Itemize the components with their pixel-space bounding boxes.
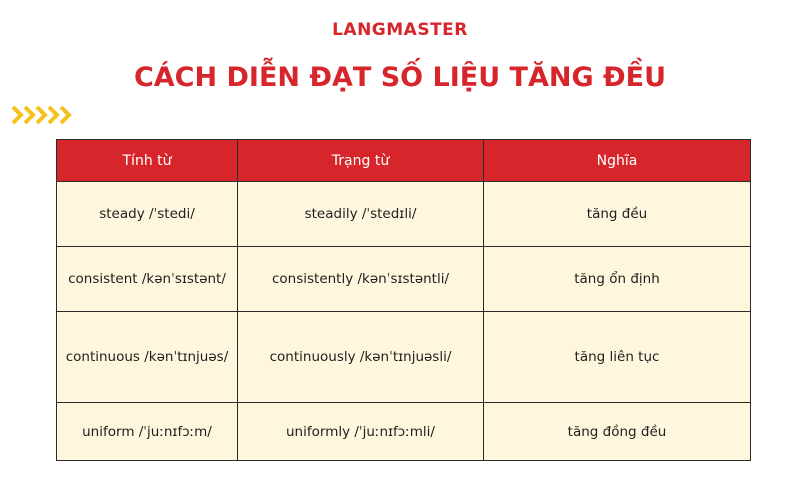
header-adverb: Trạng từ (238, 140, 484, 182)
page-title: CÁCH DIỄN ĐẠT SỐ LIỆU TĂNG ĐỀU (133, 62, 667, 93)
double-chevron-right-icon (10, 104, 74, 126)
table-row (57, 312, 751, 403)
header-meaning: Nghĩa (484, 140, 751, 182)
brand-logo: LANGMASTER (332, 20, 468, 40)
header-adjective: Tính từ (57, 140, 238, 182)
cell-adverb: uniformly /ˈjuːnɪfɔːmli/ (238, 403, 484, 461)
table-header-row (57, 140, 751, 182)
table-row (57, 403, 751, 461)
cell-adjective: steady /ˈstedi/ (57, 182, 238, 247)
cell-meaning: tăng liên tục (484, 312, 751, 403)
cell-adjective: uniform /ˈjuːnɪfɔːm/ (57, 403, 238, 461)
table-row (57, 182, 751, 247)
cell-meaning: tăng đều (484, 182, 751, 247)
cell-adjective: continuous /kənˈtɪnjuəs/ (57, 312, 238, 403)
cell-adverb: consistently /kənˈsɪstəntli/ (238, 247, 484, 312)
vocabulary-table (56, 139, 750, 461)
cell-meaning: tăng đồng đều (484, 403, 751, 461)
cell-adjective: consistent /kənˈsɪstənt/ (57, 247, 238, 312)
table-row (57, 247, 751, 312)
cell-meaning: tăng ổn định (484, 247, 751, 312)
cell-adverb: steadily /ˈstedɪli/ (238, 182, 484, 247)
cell-adverb: continuously /kənˈtɪnjuəsli/ (238, 312, 484, 403)
